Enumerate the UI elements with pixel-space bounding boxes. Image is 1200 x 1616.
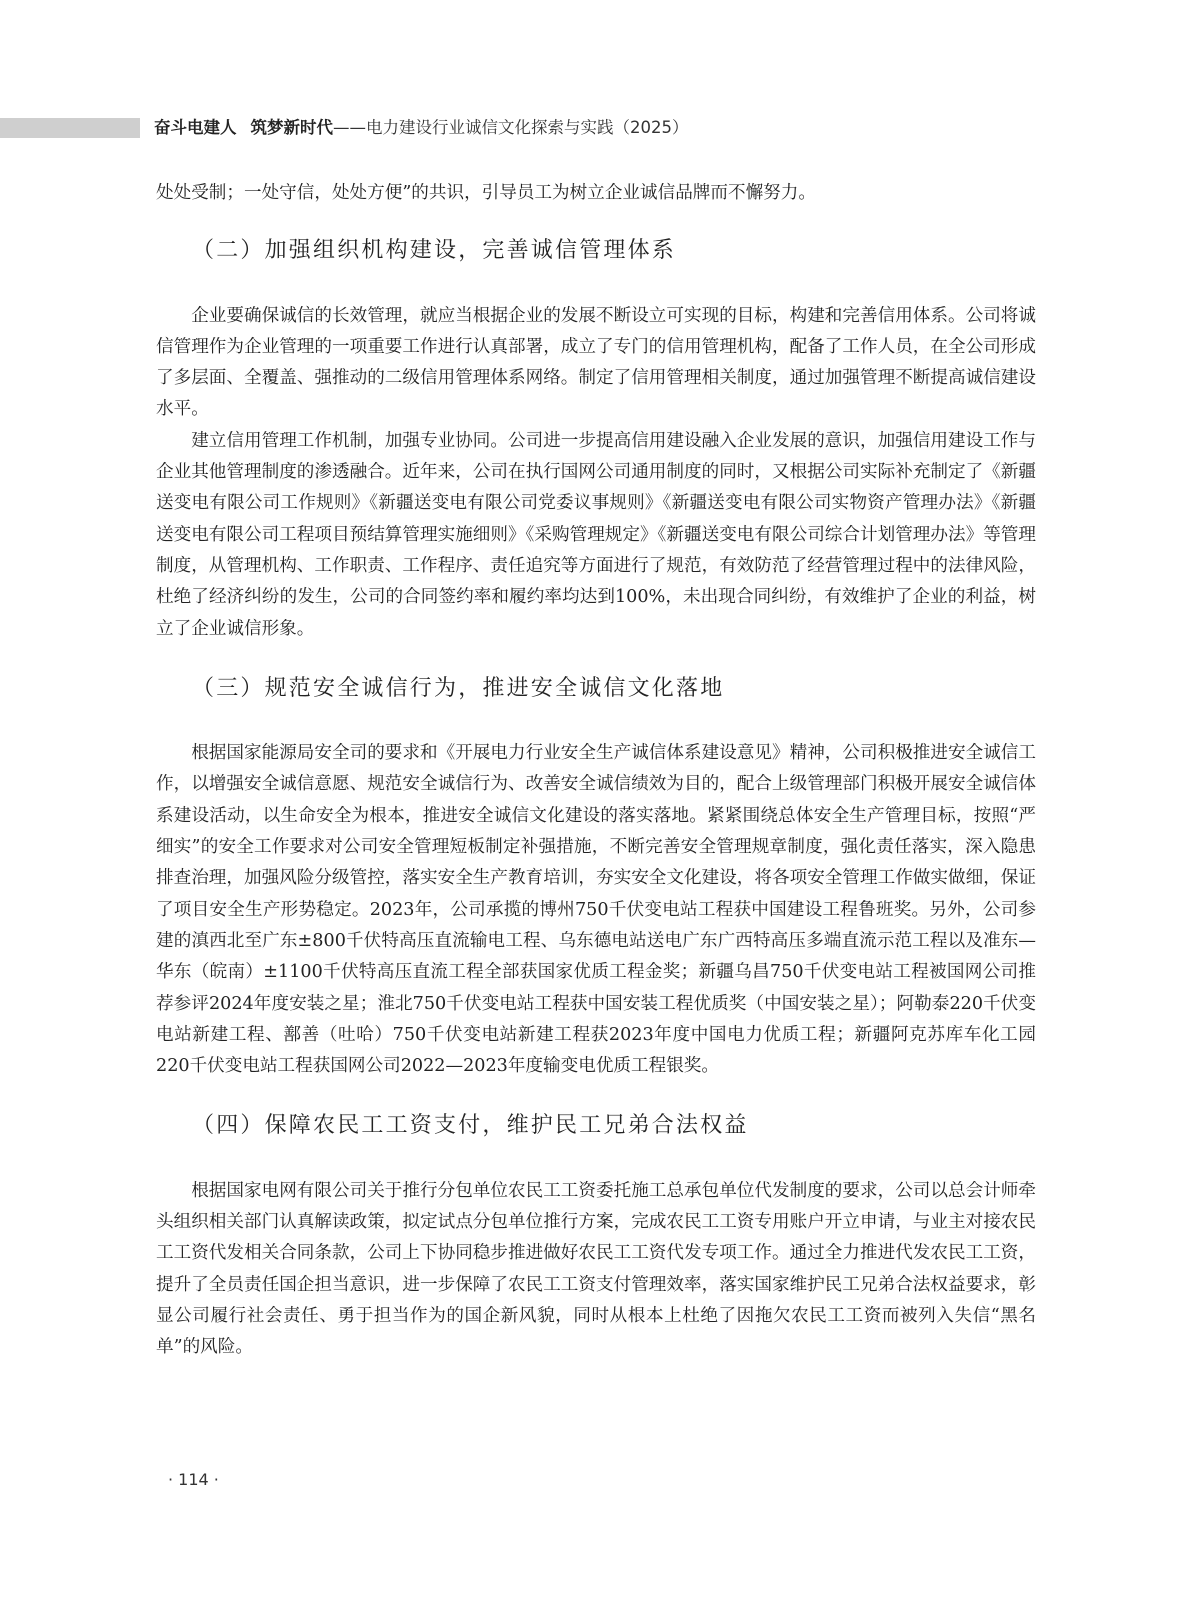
- header-decor-bar: [0, 118, 140, 138]
- section-heading-4: （四）保障农民工工资支付，维护民工兄弟合法权益: [192, 1113, 749, 1139]
- header-book-title-part1: 奋斗电建人: [154, 118, 237, 137]
- section-heading-2: （二）加强组织机构建设，完善诚信管理体系: [192, 238, 677, 264]
- running-header: [154, 116, 689, 140]
- section-heading-3: （三）规范安全诚信行为，推进安全诚信文化落地: [192, 675, 725, 701]
- paragraph: 建立信用管理工作机制，加强专业协同。公司进一步提高信用建设融入企业发展的意识，加强信用建设工作与企业其他管理制度的渗透融合。近年来，公司在执行国网公司通用制度的同时，又根据公司实际补充制定了《新疆送变电有限公司工作规则》《新疆送变电有限公司党委议事规则》《新疆送变电有限公司实物资产管理办法》《新疆送变电有限公司工程项目预结算管理实施细则》《采购管理规定》《新疆送变电有限公司综合计划管理办法》等管理制度，从管理机构、工作职责、工作程序、责任追究等方面进行了规范，有效防范了经营管理过程中的法律风险，杜绝了经济纠纷的发生，公司的合同签约率和履约率均达到100%，未出现合同纠纷，有效维护了企业的利益，树立了企业诚信形象。: [156, 430, 1036, 639]
- page-number: · 114 ·: [168, 1470, 219, 1489]
- paragraph: 企业要确保诚信的长效管理，就应当根据企业的发展不断设立可实现的目标，构建和完善信用体系。公司将诚信管理作为企业管理的一项重要工作进行认真部署，成立了专门的信用管理机构，配备了工作人员，在全公司形成了多层面、全覆盖、强推动的二级信用管理体系网络。制定了信用管理相关制度，通过加强管理不断提高诚信建设水平。: [156, 305, 1036, 420]
- paragraph-continued: 处处受制；一处守信，处处方便”的共识，引导员工为树立企业诚信品牌而不懈努力。: [156, 183, 816, 203]
- paragraph: 根据国家电网有限公司关于推行分包单位农民工工资委托施工总承包单位代发制度的要求，公司以总会计师牵头组织相关部门认真解读政策，拟定试点分包单位推行方案，完成农民工工资专用账户开立申请，与业主对接农民工工资代发相关合同条款，公司上下协同稳步推进做好农民工工资代发专项工作。通过全力推进代发农民工工资，提升了全员责任国企担当意识，进一步保障了农民工工资支付管理效率，落实国家维护民工兄弟合法权益要求，彰显公司履行社会责任、勇于担当作为的国企新风貌，同时从根本上杜绝了因拖欠农民工工资而被列入失信“黑名单”的风险。: [156, 1180, 1036, 1358]
- page-body: [156, 178, 1036, 1364]
- header-book-title-part2: 筑梦新时代: [250, 118, 333, 137]
- paragraph: 根据国家能源局安全司的要求和《开展电力行业安全生产诚信体系建设意见》精神，公司积极推进安全诚信工作，以增强安全诚信意愿、规范安全诚信行为、改善安全诚信绩效为目的，配合上级管理部门积极开展安全诚信体系建设活动，以生命安全为根本，推进安全诚信文化建设的落实落地。紧紧围绕总体安全生产管理目标，按照“严细实”的安全工作要求对公司安全管理短板制定补强措施，不断完善安全管理规章制度，强化责任落实，深入隐患排查治理，加强风险分级管控，落实安全生产教育培训，夯实安全文化建设，将各项安全管理工作做实做细，保证了项目安全生产形势稳定。2023年，公司承揽的博州750千伏变电站工程获中国建设工程鲁班奖。另外，公司参建的滇西北至广东±800千伏特高压直流输电工程、乌东德电站送电广东广西特高压多端直流示范工程以及准东—华东（皖南）±1100千伏特高压直流工程全部获国家优质工程金奖；新疆乌昌750千伏变电站工程被国网公司推荐参评2024年度安装之星；淮北750千伏变电站工程获中国安装工程优质奖（中国安装之星）；阿勒泰220千伏变电站新建工程、鄯善（吐哈）750千伏变电站新建工程获2023年度中国电力优质工程；新疆阿克苏库车化工园220千伏变电站工程获国网公司2022—2023年度输变电优质工程银奖。: [156, 743, 1036, 1077]
- header-book-subtitle: ——电力建设行业诚信文化探索与实践（2025）: [333, 118, 689, 137]
